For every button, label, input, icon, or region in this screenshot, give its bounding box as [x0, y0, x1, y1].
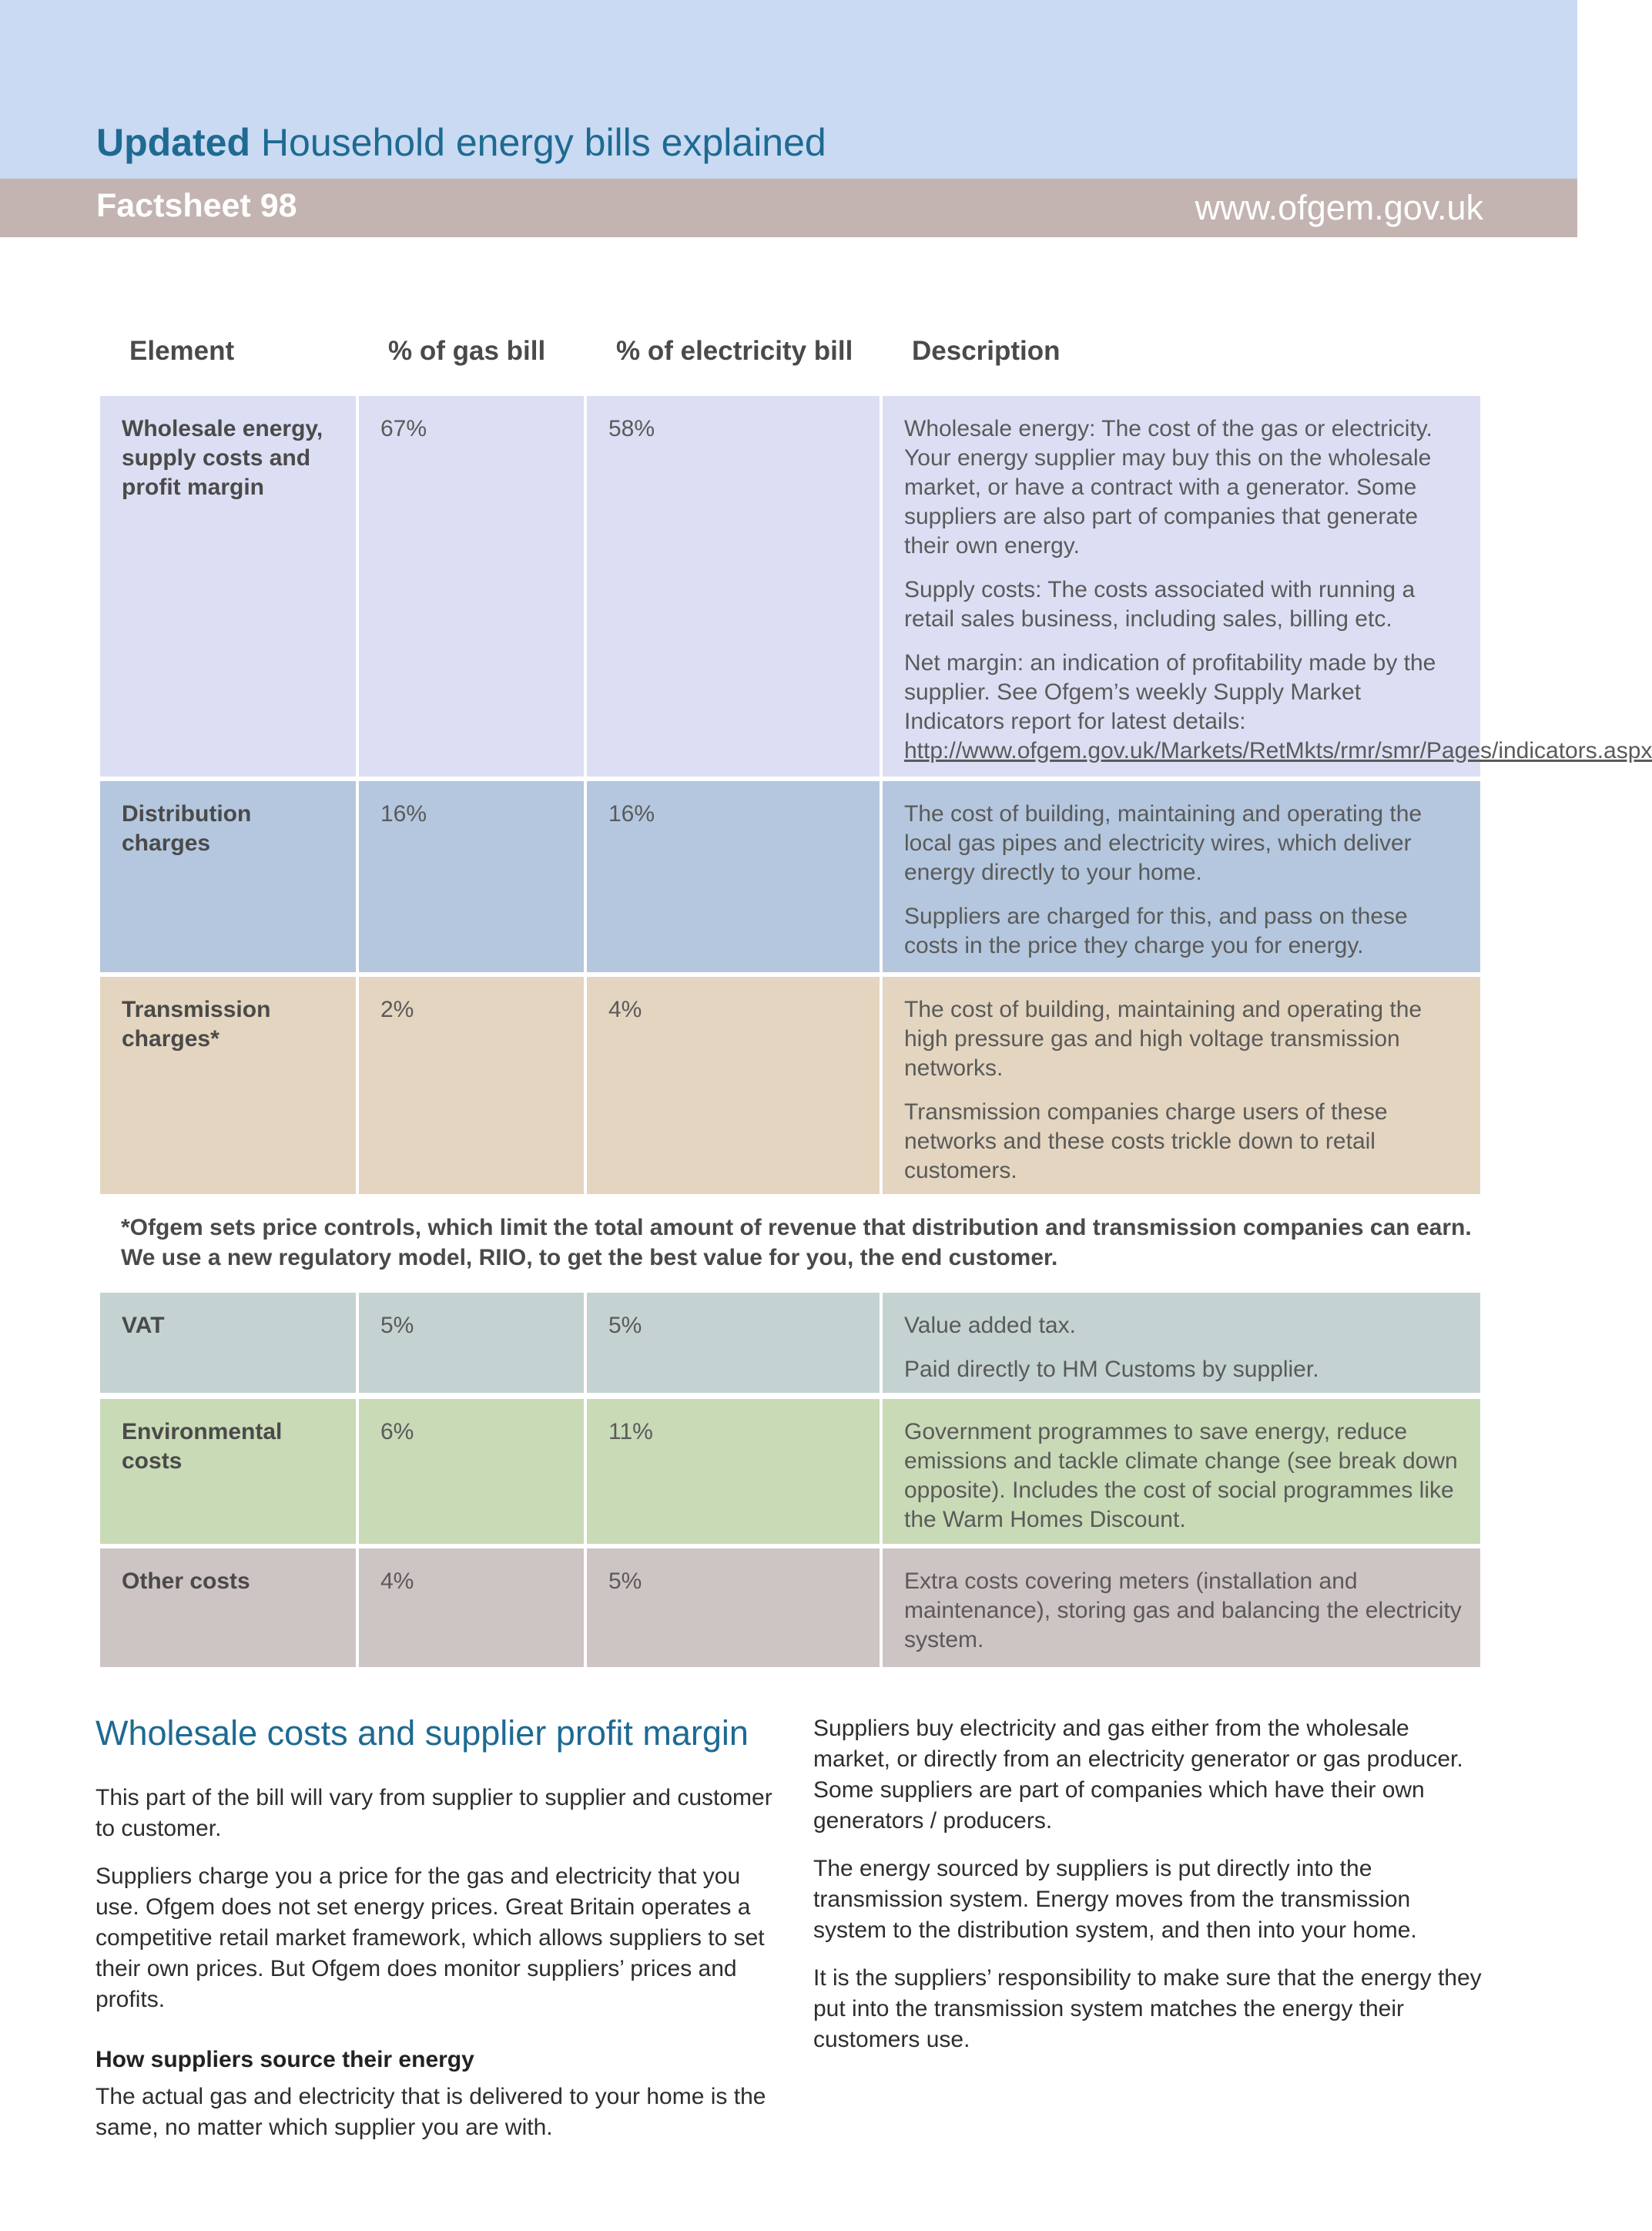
table-footnote: *Ofgem sets price controls, which limit the total amount of revenue that distribution and transmission companies can earn. We use a new regulatory model, RIIO, to get the best value for you, the end customer.	[121, 1215, 1472, 1270]
body-paragraph: The actual gas and electricity that is delivered to your home is the same, no matter which supplier you are with.	[96, 2084, 766, 2140]
site-url[interactable]: www.ofgem.gov.uk	[1195, 188, 1483, 227]
description-paragraph: The cost of building, maintaining and operating the high pressure gas and high voltage transmission networks.	[904, 997, 1422, 1081]
description-paragraph: Supply costs: The costs associated with running a retail sales business, including sales, billing etc.	[904, 577, 1416, 632]
subheading: How suppliers source their energy	[96, 2047, 474, 2072]
section-left-column	[96, 1712, 773, 2160]
description-paragraph: Suppliers are charged for this, and pass on these costs in the price they charge you for energy.	[904, 904, 1408, 958]
column-header-electricity: % of electricity bill	[616, 336, 853, 366]
table-row	[100, 977, 1480, 1194]
description-paragraph: The cost of building, maintaining and operating the local gas pipes and electricity wires, which deliver energy directly to your home.	[904, 801, 1422, 885]
gas-percent-cell: 67%	[359, 396, 584, 777]
page-title	[96, 120, 826, 165]
electricity-percent-cell: 5%	[587, 1548, 880, 1667]
table-header	[100, 336, 1480, 379]
column-header-gas: % of gas bill	[388, 336, 546, 366]
body-paragraph: Suppliers charge you a price for the gas and electricity that you use. Ofgem does not set energy prices. Great Britain operates a competitive retail market framework, which allows suppliers to set their own prices. But Ofgem does monitor suppliers’ prices and profits.	[96, 1864, 765, 2012]
description-paragraph: Value added tax.	[904, 1313, 1076, 1338]
description-paragraph: Wholesale energy: The cost of the gas or electricity. Your energy supplier may buy this on the wholesale market, or have a contract with a generator. Some suppliers are also part of companies that generate their own energy.	[904, 416, 1433, 559]
electricity-percent-cell: 11%	[587, 1399, 880, 1544]
body-paragraph: The energy sourced by suppliers is put directly into the transmission system. Energy moves from the transmission system to the distribution system, and then into your home.	[813, 1856, 1417, 1943]
description-paragraph: Transmission companies charge users of these networks and these costs trickle down to retail customers.	[904, 1099, 1388, 1183]
electricity-percent-cell: 16%	[587, 781, 880, 972]
element-cell: Other costs	[100, 1548, 356, 1667]
table-row	[100, 1399, 1480, 1544]
title-bold: Updated	[96, 121, 250, 164]
body-paragraph: Suppliers buy electricity and gas either from the wholesale market, or directly from an electricity generator or gas producer. Some suppliers are part of companies which have their own generators / producers.	[813, 1716, 1463, 1833]
element-cell: VAT	[100, 1293, 356, 1393]
gas-percent-cell: 2%	[359, 977, 584, 1194]
electricity-percent-cell: 5%	[587, 1293, 880, 1393]
gas-percent-cell: 4%	[359, 1548, 584, 1667]
description-cell	[883, 1399, 1480, 1544]
element-cell: Transmission charges*	[100, 977, 356, 1194]
factsheet-label: Factsheet 98	[96, 187, 297, 224]
element-cell: Wholesale energy, supply costs and profit margin	[100, 396, 356, 777]
description-cell	[883, 1548, 1480, 1667]
description-cell	[883, 1293, 1480, 1393]
table-row	[100, 781, 1480, 972]
description-paragraph: Government programmes to save energy, reduce emissions and tackle climate change (see break down opposite). Includes the cost of social programmes like the Warm Homes Discount.	[904, 1419, 1458, 1532]
body-paragraph: It is the suppliers’ responsibility to make sure that the energy they put into the transmission system matches the energy their customers use.	[813, 1965, 1482, 2052]
table-row	[100, 1548, 1480, 1667]
column-header-element: Element	[129, 336, 235, 366]
element-cell: Distribution charges	[100, 781, 356, 972]
gas-percent-cell: 6%	[359, 1399, 584, 1544]
column-header-description: Description	[912, 336, 1061, 366]
description-cell	[883, 781, 1480, 972]
description-text: Net margin: an indication of profitability made by the supplier. See Ofgem’s weekly Supply Market Indicators report for latest details:	[904, 650, 1436, 734]
title-rest: Household energy bills explained	[260, 121, 826, 164]
electricity-percent-cell: 58%	[587, 396, 880, 777]
table-row	[100, 1293, 1480, 1393]
body-paragraph: This part of the bill will vary from supplier to supplier and customer to customer.	[96, 1785, 772, 1841]
element-cell: Environmental costs	[100, 1399, 356, 1544]
indicators-link[interactable]: http://www.ofgem.gov.uk/Markets/RetMkts/rmr/smr/Pages/indicators.aspx	[904, 738, 1652, 763]
description-paragraph: Extra costs covering meters (installation and maintenance), storing gas and balancing the electricity system.	[904, 1568, 1462, 1652]
description-cell	[883, 977, 1480, 1194]
table-row	[100, 396, 1652, 777]
electricity-percent-cell: 4%	[587, 977, 880, 1194]
gas-percent-cell: 16%	[359, 781, 584, 972]
section-heading: Wholesale costs and supplier profit margin	[96, 1713, 749, 1753]
description-cell	[883, 396, 1652, 777]
description-paragraph	[904, 649, 1652, 766]
gas-percent-cell: 5%	[359, 1293, 584, 1393]
section-right-column	[813, 1713, 1483, 2072]
description-paragraph: Paid directly to HM Customs by supplier.	[904, 1357, 1319, 1382]
